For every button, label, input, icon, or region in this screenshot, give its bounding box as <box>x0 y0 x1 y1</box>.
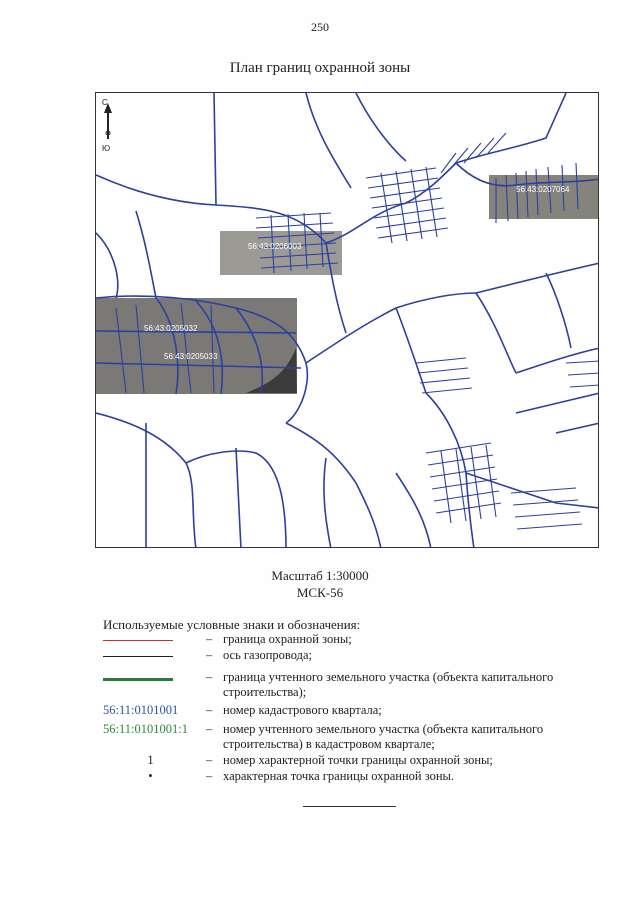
signature-line <box>303 806 396 807</box>
legend-dash: – <box>206 722 213 736</box>
compass-south-label: Ю <box>102 144 111 153</box>
parcel-boundary-symbol <box>103 678 173 681</box>
legend-desc: номер характерной точки границы охранной зоны; <box>223 753 493 767</box>
aerial-photo-patch <box>96 298 297 394</box>
legend-desc: граница охранной зоны; <box>223 632 352 646</box>
point-number-symbol: 1 <box>147 753 154 767</box>
legend-desc: номер учтенного земельного участка (объекта капитального строительства) в кадастровом квартале; <box>223 722 544 751</box>
map-drawing <box>96 93 599 548</box>
page-number: 250 <box>311 20 329 34</box>
coordinate-system: МСК-56 <box>296 585 344 600</box>
legend-heading: Используемые условные знаки и обозначения: <box>103 617 361 632</box>
legend-desc: номер кадастрового квартала; <box>223 703 382 717</box>
point-dot-symbol: • <box>148 769 153 783</box>
legend-desc: граница учтенного земельного участка (объекта капитального строительства); <box>223 670 554 699</box>
legend-dash: – <box>206 632 213 646</box>
boundary-map <box>95 92 599 548</box>
parcel-number-symbol: 56:11:0101001:1 <box>103 722 188 736</box>
protection-zone-line-symbol <box>103 640 173 641</box>
cadastral-quarter-symbol: 56:11:0101001 <box>103 703 179 717</box>
legend-dash: – <box>206 648 213 662</box>
legend-dash: – <box>206 769 213 783</box>
pipeline-axis-symbol <box>103 656 173 657</box>
cadastral-label: 56:43:0207064 <box>516 185 570 194</box>
cadastral-label: 56:43:0205033 <box>164 352 218 361</box>
legend-desc: ось газопровода; <box>223 648 313 662</box>
legend-dash: – <box>206 703 213 717</box>
compass-north-label: С <box>102 98 108 107</box>
legend-dash: – <box>206 753 213 767</box>
scale-text: Масштаб 1:30000 <box>271 568 369 583</box>
page-title: План границ охранной зоны <box>229 60 411 76</box>
cadastral-label: 56:43:0206003 <box>248 242 302 251</box>
compass <box>104 103 112 139</box>
legend-dash: – <box>206 670 213 684</box>
scale-block <box>0 567 640 601</box>
cadastral-label: 56:43:0205032 <box>144 324 198 333</box>
legend-desc: характерная точка границы охранной зоны. <box>223 769 455 783</box>
aerial-photo-patch <box>220 231 342 275</box>
